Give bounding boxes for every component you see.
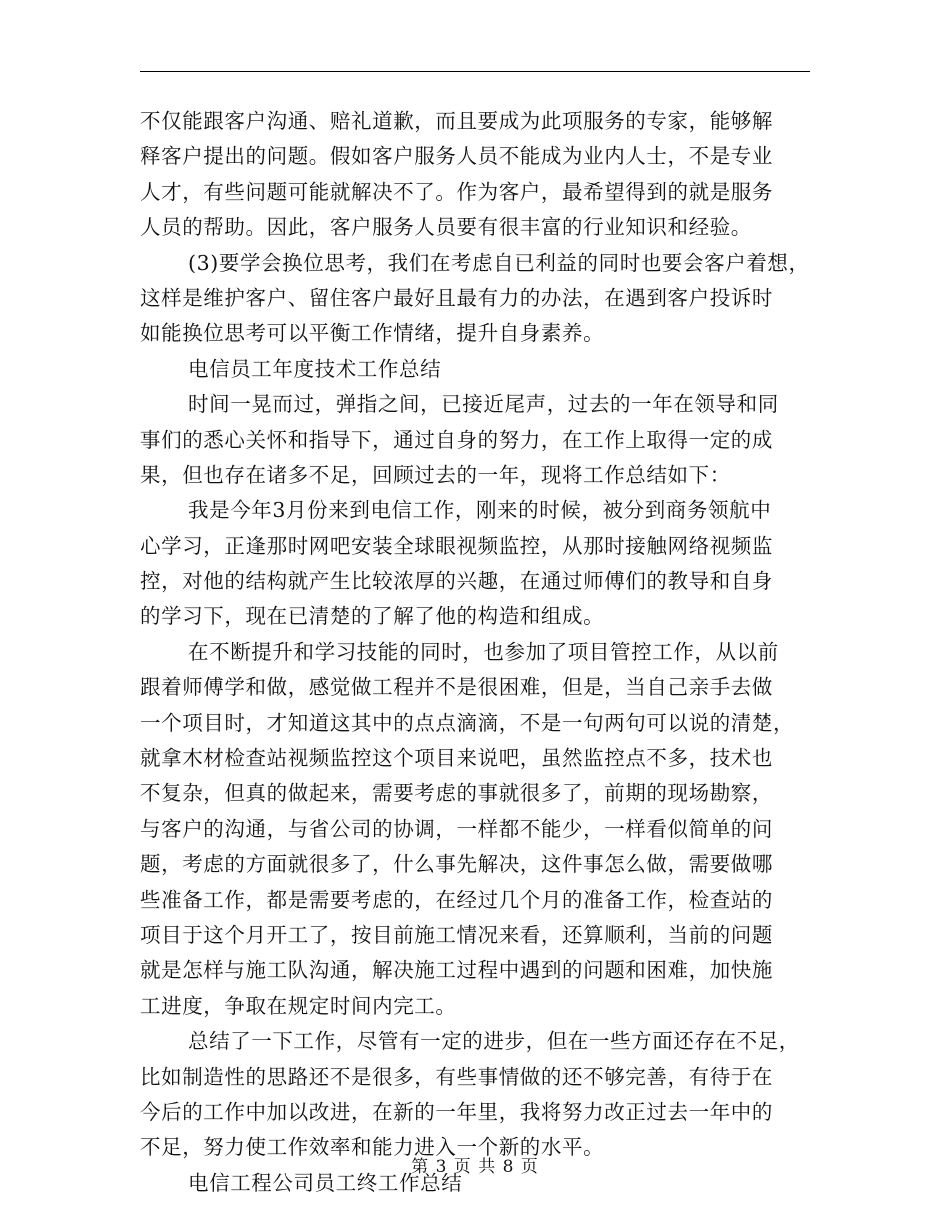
text-line: 些准备工作，都是需要考虑的，在经过几个月的准备工作，检查站的 [140,887,773,912]
text-line: 就拿木材检查站视频监控这个项目来说吧，虽然监控点不多，技术也 [140,746,773,771]
text-line: 控，对他的结构就产生比较浓厚的兴趣，在通过师傅们的教导和自身 [140,569,773,594]
text-line: 人员的帮助。因此，客户服务人员要有很丰富的行业知识和经验。 [140,215,752,240]
text-line: 跟着师傅学和做，感觉做工程并不是很困难，但是，当自己亲手去做 [140,675,773,700]
text-line: 在不断提升和学习技能的同时，也参加了项目管控工作，从以前 [188,639,779,664]
text-line: 心学习，正逢那时网吧安装全球眼视频监控，从那时接触网络视频监 [140,533,773,558]
text-line: 事们的悉心关怀和指导下，通过自身的努力，在工作上取得一定的成 [140,427,773,452]
text-line: 人才，有些问题可能就解决不了。作为客户，最希望得到的就是服务 [140,179,773,204]
text-line: 今后的工作中加以改进，在新的一年里，我将努力改正过去一年中的 [140,1099,773,1124]
text-line: 项目于这个月开工了，按目前施工情况来看，还算顺利，当前的问题 [140,922,773,947]
text-line: 时间一晃而过，弹指之间，已接近尾声，过去的一年在领导和同 [188,392,779,417]
text-line: 不复杂，但真的做起来，需要考虑的事就很多了，前期的现场勘察， [140,781,773,806]
text-line: 工进度，争取在规定时间内完工。 [140,993,457,1018]
text-line: 与客户的沟通，与省公司的协调，一样都不能少，一样看似简单的问 [140,816,773,841]
document-body [140,104,812,1201]
text-line: 电信员工年度技术工作总结 [188,356,442,381]
text-line: 不足，努力使工作效率和能力进入一个新的水平。 [140,1135,605,1160]
text-line: 一个项目时，才知道这其中的点点滴滴，不是一句两句可以说的清楚， [140,710,795,735]
text-line: 总结了一下工作，尽管有一定的进步，但在一些方面还存在不足， [188,1029,800,1054]
text-line: 不仅能跟客户沟通、赔礼道歉，而且要成为此项服务的专家，能够解 [140,109,773,133]
header-rule [140,71,810,72]
text-line: 果，但也存在诸多不足，回顾过去的一年，现将工作总结如下： [140,462,731,487]
text-line: 就是怎样与施工队沟通，解决施工过程中遇到的问题和困难，加快施 [140,958,773,983]
text-line: 如能换位思考可以平衡工作情绪，提升自身素养。 [140,321,605,346]
text-line: 这样是维护客户、留住客户最好且最有力的办法，在遇到客户投诉时 [140,285,773,310]
text-line: 电信工程公司员工终工作总结 [188,1170,463,1195]
text-line: 题，考虑的方面就很多了，什么事先解决，这件事怎么做，需要做哪 [140,852,773,877]
text-line: 我是今年3月份来到电信工作，刚来的时候，被分到商务领航中 [188,498,772,523]
text-line: 的学习下，现在已清楚的了解了他的构造和组成。 [140,604,605,629]
page-footer: 第 3 页 共 8 页 [411,1157,539,1177]
text-line: (3)要学会换位思考，我们在考虑自已利益的同时也要会客户着想， [188,250,810,275]
text-line: 释客户提出的问题。假如客户服务人员不能成为业内人士，不是专业 [140,144,773,169]
text-line: 比如制造性的思路还不是很多，有些事情做的还不够完善，有待于在 [140,1064,773,1089]
